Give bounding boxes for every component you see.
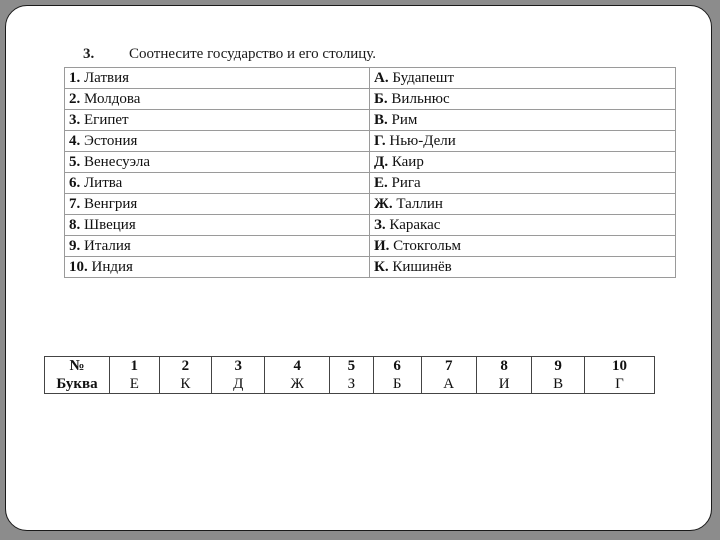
capital-cell: [370, 257, 676, 278]
country-cell: [65, 110, 370, 131]
capital-letter: З.: [374, 216, 386, 233]
answer-letter: А: [421, 375, 476, 394]
matching-row: [65, 257, 676, 278]
capital-name: Кишинёв: [392, 258, 452, 275]
matching-row: [65, 194, 676, 215]
country-name: Молдова: [84, 90, 141, 107]
matching-row: [65, 173, 676, 194]
capital-letter: И.: [374, 237, 390, 254]
task-text: Соотнесите государство и его столицу.: [129, 46, 377, 62]
country-name: Египет: [84, 111, 129, 128]
answer-number: 5: [330, 357, 374, 376]
country-number: 10.: [69, 258, 88, 275]
capital-name: Каракас: [389, 216, 441, 233]
matching-row: [65, 131, 676, 152]
answer-number: 10: [584, 357, 654, 376]
country-name: Индия: [91, 258, 133, 275]
capital-cell: [370, 68, 676, 89]
capital-cell: [370, 215, 676, 236]
task-number: 3.: [83, 46, 95, 62]
answer-letter: Г: [584, 375, 654, 394]
capital-name: Стокгольм: [393, 237, 462, 254]
capital-cell: [370, 236, 676, 257]
answer-letter: Д: [212, 375, 265, 394]
matching-row: [65, 110, 676, 131]
capital-cell: [370, 110, 676, 131]
answer-number: 9: [532, 357, 585, 376]
country-number: 9.: [69, 237, 81, 254]
matching-row: [65, 89, 676, 110]
country-cell: [65, 194, 370, 215]
answer-table: [44, 356, 655, 394]
country-name: Венесуэла: [84, 153, 150, 170]
answer-letter: К: [159, 375, 212, 394]
country-name: Латвия: [84, 69, 130, 86]
answer-letter-label: Буква: [45, 375, 110, 394]
answer-number: 1: [110, 357, 160, 376]
country-cell: [65, 257, 370, 278]
answer-number: 2: [159, 357, 212, 376]
capital-name: Таллин: [396, 195, 443, 212]
answer-number: 3: [212, 357, 265, 376]
answer-header-label: №: [45, 357, 110, 376]
country-number: 5.: [69, 153, 81, 170]
capital-name: Рига: [391, 174, 421, 191]
country-number: 7.: [69, 195, 81, 212]
answer-letter: Е: [110, 375, 160, 394]
capital-letter: К.: [374, 258, 389, 275]
country-cell: [65, 215, 370, 236]
country-number: 1.: [69, 69, 81, 86]
country-name: Эстония: [84, 132, 138, 149]
matching-row: [65, 215, 676, 236]
country-number: 2.: [69, 90, 81, 107]
country-cell: [65, 131, 370, 152]
capital-name: Будапешт: [392, 69, 455, 86]
capital-cell: [370, 152, 676, 173]
capital-name: Рим: [391, 111, 418, 128]
country-name: Литва: [84, 174, 123, 191]
capital-cell: [370, 173, 676, 194]
country-number: 6.: [69, 174, 81, 191]
capital-letter: В.: [374, 111, 388, 128]
answer-letter: В: [532, 375, 585, 394]
capital-letter: А.: [374, 69, 389, 86]
capital-cell: [370, 131, 676, 152]
answer-number: 6: [373, 357, 421, 376]
capital-cell: [370, 194, 676, 215]
capital-name: Нью-Дели: [389, 132, 456, 149]
country-number: 4.: [69, 132, 81, 149]
answer-letter: Б: [373, 375, 421, 394]
capital-name: Каир: [391, 153, 424, 170]
country-cell: [65, 68, 370, 89]
capital-name: Вильнюс: [391, 90, 450, 107]
country-name: Венгрия: [84, 195, 138, 212]
task-heading: [83, 46, 376, 63]
answer-letter: И: [476, 375, 531, 394]
capital-letter: Ж.: [374, 195, 393, 212]
answer-number: 7: [421, 357, 476, 376]
country-cell: [65, 152, 370, 173]
capital-letter: Г.: [374, 132, 386, 149]
country-cell: [65, 173, 370, 194]
matching-table: [64, 67, 676, 278]
country-cell: [65, 89, 370, 110]
answer-letter: Ж: [265, 375, 330, 394]
answer-number: 8: [476, 357, 531, 376]
capital-cell: [370, 89, 676, 110]
matching-row: [65, 68, 676, 89]
country-number: 3.: [69, 111, 81, 128]
country-name: Швеция: [84, 216, 136, 233]
country-name: Италия: [84, 237, 131, 254]
answer-letter: З: [330, 375, 374, 394]
capital-letter: Д.: [374, 153, 389, 170]
country-cell: [65, 236, 370, 257]
answer-number: 4: [265, 357, 330, 376]
capital-letter: Б.: [374, 90, 388, 107]
matching-row: [65, 152, 676, 173]
country-number: 8.: [69, 216, 81, 233]
capital-letter: Е.: [374, 174, 388, 191]
matching-row: [65, 236, 676, 257]
